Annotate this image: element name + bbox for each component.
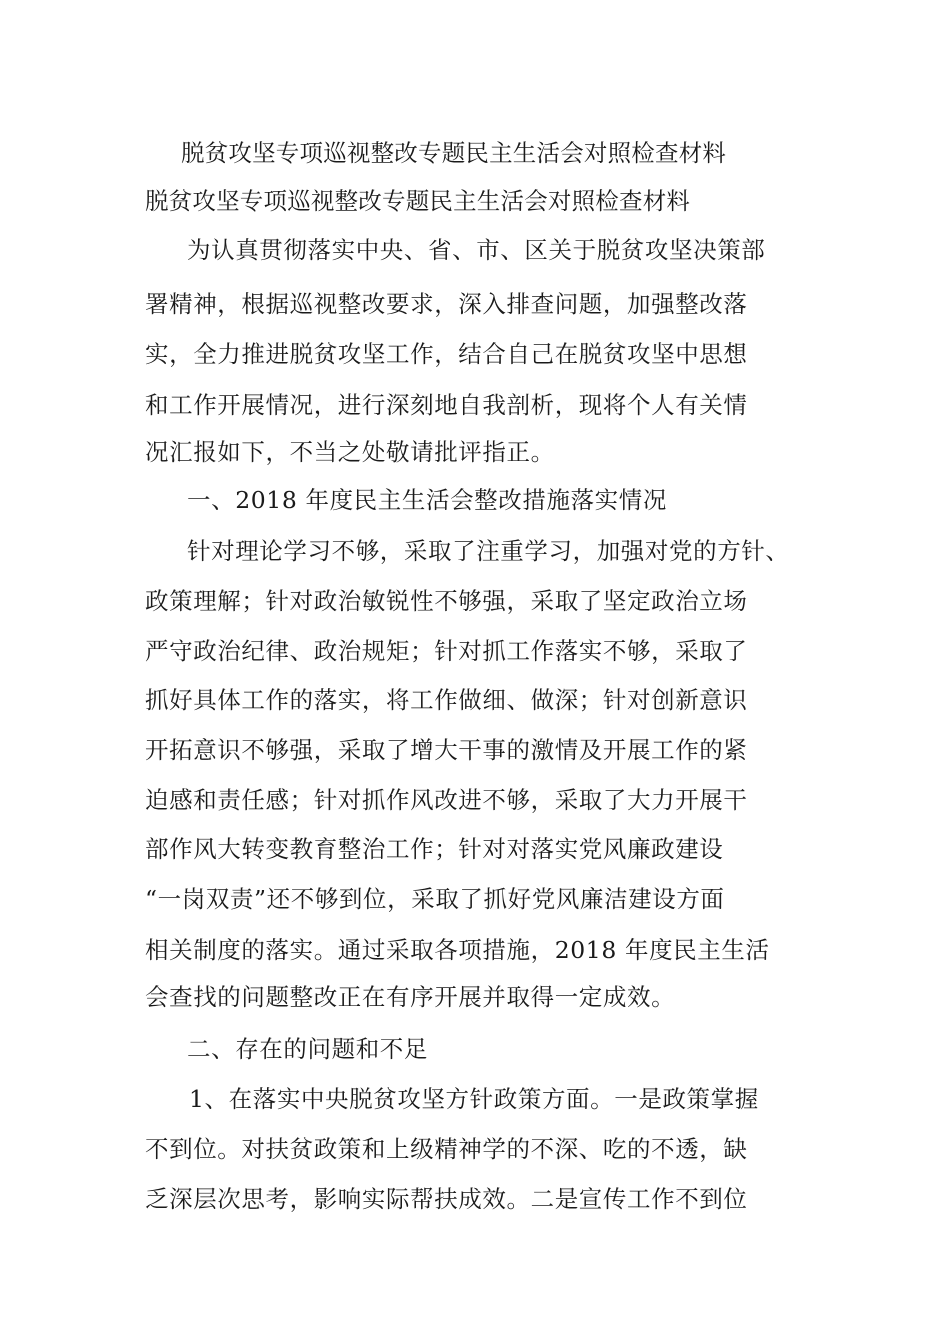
section-1-line: 部作风大转变教育整治工作；针对对落实党风廉政建设	[145, 835, 724, 863]
section-1-line: 政策理解；针对政治敏锐性不够强，采取了坚定政治立场	[145, 587, 748, 615]
section-1-line: “一岗双责”还不够到位，采取了抓好党风廉洁建设方面	[145, 885, 725, 913]
document-subtitle: 脱贫攻坚专项巡视整改专题民主生活会对照检查材料	[145, 187, 691, 215]
intro-line: 署精神，根据巡视整改要求，深入排查问题，加强整改落	[145, 290, 748, 318]
section-1-line: 严守政治纪律、政治规矩；针对抓工作落实不够，采取了	[145, 637, 748, 665]
intro-line: 为认真贯彻落实中央、省、市、区关于脱贫攻坚决策部	[187, 236, 766, 264]
intro-line: 和工作开展情况，进行深刻地自我剖析，现将个人有关情	[145, 391, 748, 419]
section-2-line: 不到位。对扶贫政策和上级精神学的不深、吃的不透，缺	[145, 1135, 748, 1163]
section-1-line: 针对理论学习不够，采取了注重学习，加强对党的方针、	[187, 537, 790, 565]
section-1-line: 开拓意识不够强，采取了增大干事的激情及开展工作的紧	[145, 736, 748, 764]
document-title: 脱贫攻坚专项巡视整改专题民主生活会对照检查材料	[181, 139, 727, 167]
intro-line: 实，全力推进脱贫攻坚工作，结合自己在脱贫攻坚中思想	[145, 340, 748, 368]
section-2-heading: 二、存在的问题和不足	[187, 1035, 428, 1063]
section-1-line: 相关制度的落实。通过采取各项措施，2018 年度民主生活	[145, 936, 770, 964]
section-1-heading: 一、2018 年度民主生活会整改措施落实情况	[187, 486, 667, 514]
section-1-line: 迫感和责任感；针对抓作风改进不够，采取了大力开展干	[145, 786, 748, 814]
section-1-line: 抓好具体工作的落实，将工作做细、做深；针对创新意识	[145, 686, 748, 714]
section-2-line: 1、在落实中央脱贫攻坚方针政策方面。一是政策掌握	[189, 1085, 759, 1113]
section-2-line: 乏深层次思考，影响实际帮扶成效。二是宣传工作不到位	[145, 1185, 748, 1213]
intro-line: 况汇报如下，不当之处敬请批评指正。	[145, 438, 555, 466]
section-1-line: 会查找的问题整改正在有序开展并取得一定成效。	[145, 983, 676, 1011]
